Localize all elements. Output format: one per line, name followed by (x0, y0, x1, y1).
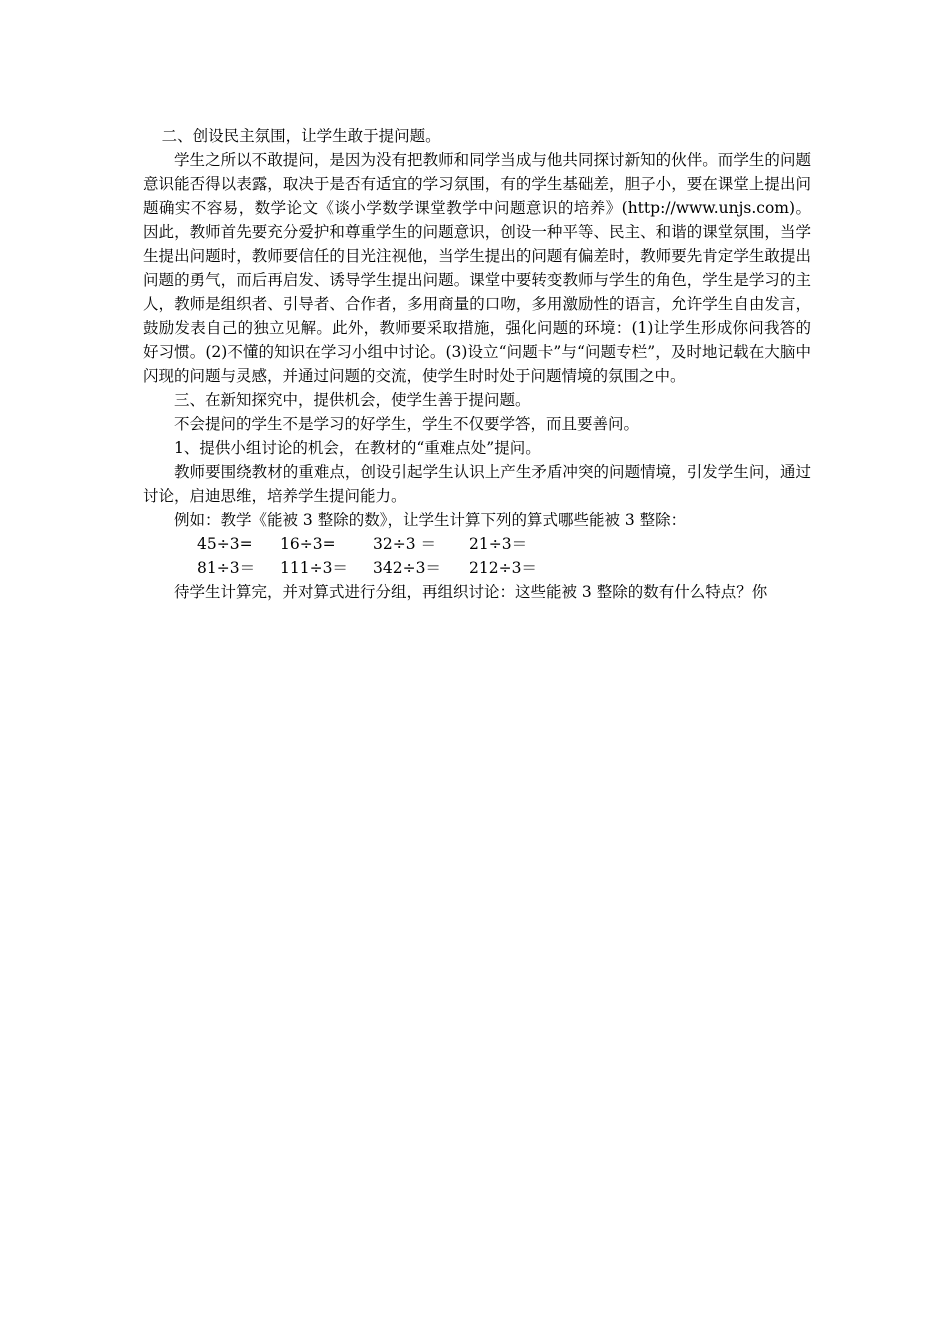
calculation-item: 212÷3＝ (469, 559, 537, 577)
calculation-item: 342÷3＝ (373, 559, 441, 577)
calculation-row-1 (143, 532, 811, 556)
section-3-intro: 不会提问的学生不是学习的好学生，学生不仅要学答，而且要善问。 (174, 415, 640, 433)
section-3-heading: 三、在新知探究中，提供机会，使学生善于提问题。 (174, 391, 531, 409)
calculation-row-2 (143, 556, 811, 580)
calculation-item: 81÷3＝ (197, 559, 256, 577)
calculation-item: 21÷3＝ (469, 535, 528, 553)
calculation-item: 16÷3= (280, 535, 336, 553)
section-2-heading: 二、创设民主氛围，让学生敢于提问题。 (161, 127, 441, 145)
calculation-item: 45÷3= (197, 535, 253, 553)
closing-paragraph: 待学生计算完，并对算式进行分组，再组织讨论：这些能被 3 整除的数有什么特点？你 (174, 583, 768, 601)
example-intro: 例如：教学《能被 3 整除的数》，让学生计算下列的算式哪些能被 3 整除： (174, 511, 687, 529)
point-1-body: 教师要围绕教材的重难点，创设引起学生认识上产生矛盾冲突的问题情境，引发学生问，通过讨论，启迪思维，培养学生提问能力。 (143, 463, 811, 505)
section-2-paragraph: 学生之所以不敢提问，是因为没有把教师和同学当成与他共同探讨新知的伙伴。而学生的问题意识能否得以表露，取决于是否有适宜的学习氛围，有的学生基础差，胆子小，要在课堂上提出问题确实不容易，数学论文《谈小学数学课堂教学中问题意识的培养》(http://www.unjs.com)。因此，教师首先要充分爱护和尊重学生的问题意识，创设一种平等、民主、和谐的课堂氛围，当学生提出问题时，教师要信任的目光注视他，当学生提出的问题有偏差时，教师要先肯定学生敢提出问题的勇气，而后再启发、诱导学生提出问题。课堂中要转变教师与学生的角色，学生是学习的主人，教师是组织者、引导者、合作者，多用商量的口吻，多用激励性的语言，允许学生自由发言，鼓励发表自己的独立见解。此外，教师要采取措施，强化问题的环境：(1)让学生形成你问我答的好习惯。(2)不懂的知识在学习小组中讨论。(3)设立“问题卡”与“问题专栏”，及时地记载在大脑中闪现的问题与灵感，并通过问题的交流，使学生时时处于问题情境的氛围之中。 (143, 151, 811, 385)
point-1-heading: 1、提供小组讨论的机会，在教材的“重难点处”提问。 (174, 439, 541, 457)
calculation-item: 32÷3 ＝ (373, 535, 436, 553)
calculation-item: 111÷3＝ (280, 559, 348, 577)
document-page (143, 124, 811, 604)
